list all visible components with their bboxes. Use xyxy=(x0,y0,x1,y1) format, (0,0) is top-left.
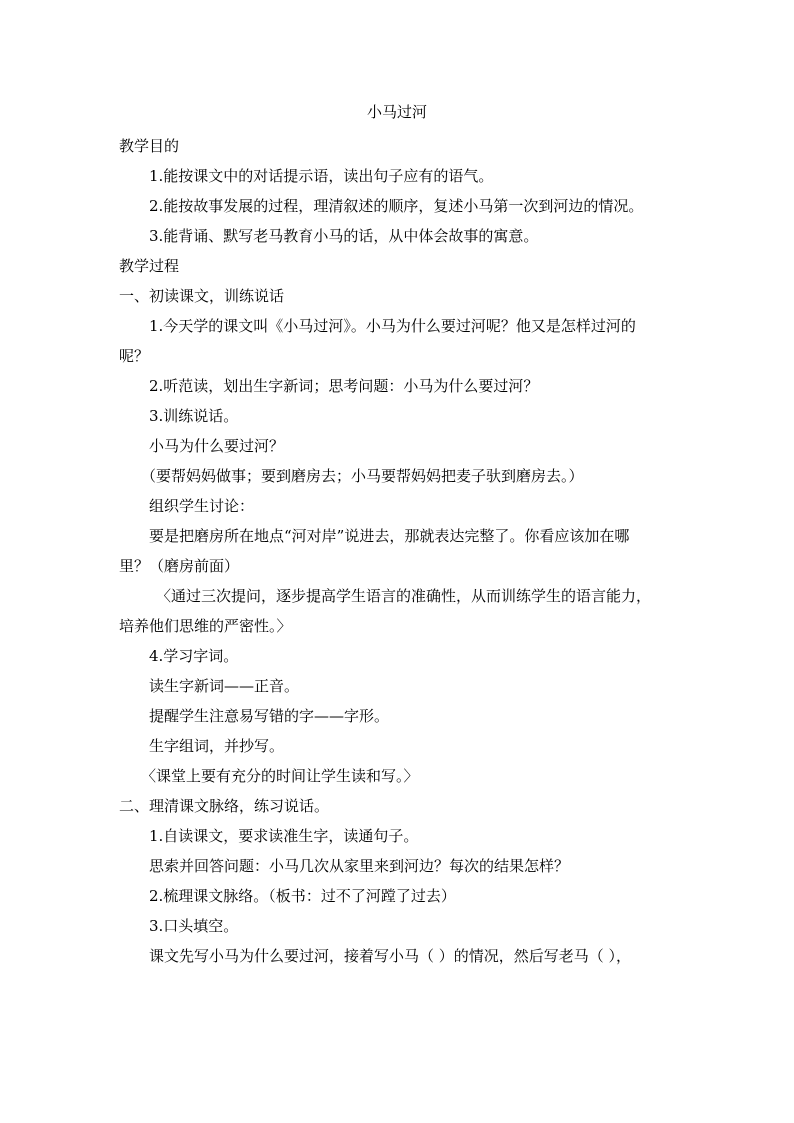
goals-heading: 教学目的 xyxy=(119,137,180,155)
question-text: 思索并回答问题：小马几次从家里来到河边？每次的结果怎样？ xyxy=(149,857,570,875)
process-heading: 教学过程 xyxy=(119,257,180,275)
teaching-note: 〈通过三次提问，逐步提高学生语言的准确性，从而训练学生的语言能力， xyxy=(156,587,652,605)
activity-text: 生字组词，并抄写。 xyxy=(149,737,285,755)
activity-text: 读生字新词——正音。 xyxy=(149,677,300,695)
teaching-note: 〈课堂上要有充分的时间让学生读和写。〉 xyxy=(141,767,419,785)
step-item: 2.梳理课文脉络。（板书：过不了河蹚了过去） xyxy=(149,887,456,905)
instruction-text: 组织学生讨论： xyxy=(149,497,255,515)
question-text: 小马为什么要过河？ xyxy=(149,437,285,455)
teaching-note-continuation: 培养他们思维的严密性。〉 xyxy=(119,617,292,635)
step-item: 3.口头填空。 xyxy=(149,917,239,935)
goal-item: 2.能按故事发展的过程，理清叙述的顺序，复述小马第一次到河边的情况。 xyxy=(149,197,644,215)
goal-item: 1.能按课文中的对话提示语，读出句子应有的语气。 xyxy=(149,167,494,185)
discussion-text-continuation: 里？（磨房前面） xyxy=(119,557,240,575)
step-item: 1.今天学的课文叫《小马过河》。小马为什么要过河呢？他又是怎样过河的 xyxy=(149,317,636,335)
activity-text: 提醒学生注意易写错的字——字形。 xyxy=(149,707,390,725)
discussion-text: 要是把磨房所在地点“河对岸”说进去，那就表达完整了。你看应该加在哪 xyxy=(149,527,630,545)
fill-in-blank-text: 课文先写小马为什么要过河，接着写小马（ ）的情况，然后写老马（ ）， xyxy=(149,947,632,965)
step-item: 4.学习字词。 xyxy=(149,647,239,665)
document-body xyxy=(119,131,679,971)
step-item: 1.自读课文，要求读准生字，读通句子。 xyxy=(149,827,419,845)
document-title: 小马过河 xyxy=(366,103,427,121)
step-item: 2.听范读，划出生字新词；思考问题：小马为什么要过河？ xyxy=(149,377,539,395)
section-heading: 一、初读课文，训练说话 xyxy=(119,287,285,305)
step-item: 3.训练说话。 xyxy=(149,407,239,425)
step-item-continuation: 呢？ xyxy=(119,347,150,365)
section-heading: 二、理清课文脉络，练习说话。 xyxy=(119,797,330,815)
answer-text: （要帮妈妈做事；要到磨房去；小马要帮妈妈把麦子驮到磨房去。） xyxy=(141,467,584,485)
goal-item: 3.能背诵、默写老马教育小马的话，从中体会故事的寓意。 xyxy=(149,227,539,245)
